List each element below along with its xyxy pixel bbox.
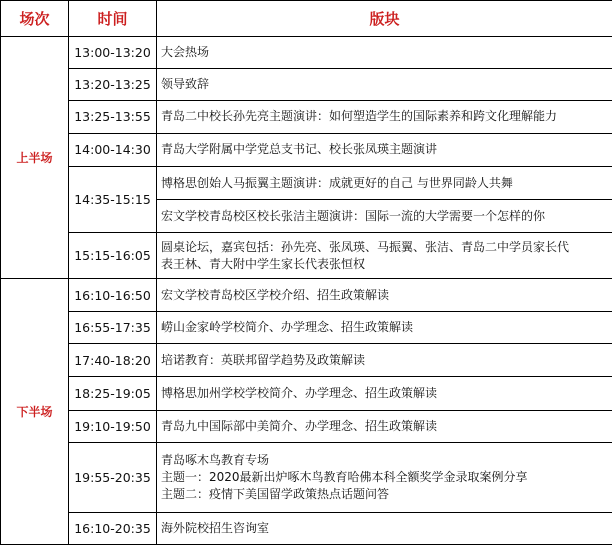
- content-cell: [157, 37, 612, 69]
- content-cell: [157, 167, 612, 200]
- time-cell: 16:55-17:35: [69, 311, 157, 344]
- content-line: 青岛九中国际部中美简介、办学理念、招生政策解读: [161, 418, 438, 433]
- time-cell: 14:00-14:30: [69, 133, 157, 167]
- table-row: [1, 344, 612, 377]
- content-line: 宏文学校青岛校区学校介绍、招生政策解读: [161, 287, 390, 302]
- time-cell: 16:10-16:50: [69, 279, 157, 312]
- content-cell: [157, 311, 612, 344]
- content-line: 博格思创始人马振翼主题演讲：成就更好的自己 与世界同龄人共舞: [161, 175, 513, 190]
- time-cell: 17:40-18:20: [69, 344, 157, 377]
- content-cell: [157, 376, 612, 410]
- header-row: [1, 1, 612, 37]
- time-cell: 13:00-13:20: [69, 37, 157, 69]
- content-line: 表王林、青大附中学生家长代表张恒权: [161, 256, 366, 271]
- table-row: [1, 279, 612, 312]
- content-cell: [157, 133, 612, 167]
- content-cell: [157, 344, 612, 377]
- table-row: [1, 376, 612, 410]
- content-line: 海外院校招生咨询室: [161, 521, 270, 536]
- content-line: 博格思加州学校学校简介、办学理念、招生政策解读: [161, 385, 438, 400]
- header-time: 时间: [69, 1, 157, 37]
- table-row: [1, 167, 612, 200]
- content-cell: [157, 68, 612, 101]
- session-first-half: 上半场: [1, 37, 69, 279]
- header-content: 版块: [157, 1, 612, 37]
- content-cell: [157, 279, 612, 312]
- content-line: 大会热场: [161, 44, 210, 59]
- content-line: 培诺教育：英联邦留学趋势及政策解读: [161, 352, 366, 367]
- table-row: [1, 68, 612, 101]
- content-cell: [157, 513, 612, 545]
- content-cell: [157, 199, 612, 233]
- time-cell: 16:10-20:35: [69, 513, 157, 545]
- content-line: 主题一：2020最新出炉啄木鸟教育哈佛本科全额奖学金录取案例分享: [161, 470, 528, 485]
- table-row: [1, 133, 612, 167]
- time-cell: 18:25-19:05: [69, 376, 157, 410]
- time-cell: 15:15-16:05: [69, 233, 157, 279]
- content-line: 领导致辞: [161, 76, 210, 91]
- content-cell: [157, 233, 612, 279]
- content-line: 青岛大学附属中学党总支书记、校长张凤瑛主题演讲: [161, 142, 438, 157]
- table-row: [1, 37, 612, 69]
- content-cell: [157, 410, 612, 443]
- table-row: [1, 410, 612, 443]
- session-second-half: 下半场: [1, 279, 69, 545]
- time-cell: 19:55-20:35: [69, 443, 157, 513]
- content-line: 宏文学校青岛校区校长张洁主题演讲：国际一流的大学需要一个怎样的你: [161, 208, 546, 223]
- table-row: [1, 311, 612, 344]
- content-cell: [157, 101, 612, 134]
- header-session: 场次: [1, 1, 69, 37]
- table-row: [1, 443, 612, 513]
- content-line: 崂山金家岭学校简介、办学理念、招生政策解读: [161, 320, 414, 335]
- table-row: [1, 101, 612, 134]
- time-cell: 14:35-15:15: [69, 167, 157, 233]
- content-line: 主题二：疫情下美国留学政策热点话题问答: [161, 487, 390, 502]
- content-line: 青岛二中校长孙先亮主题演讲：如何塑造学生的国际素养和跨文化理解能力: [161, 109, 558, 124]
- time-cell: 13:25-13:55: [69, 101, 157, 134]
- table-row: [1, 513, 612, 545]
- table-row: [1, 233, 612, 279]
- content-line: 青岛啄木鸟教育专场: [161, 453, 270, 468]
- time-cell: 13:20-13:25: [69, 68, 157, 101]
- content-cell: [157, 443, 612, 513]
- content-line: 圆桌论坛，嘉宾包括：孙先亮、张凤瑛、马振翼、张洁、青岛二中学员家长代: [161, 239, 570, 254]
- time-cell: 19:10-19:50: [69, 410, 157, 443]
